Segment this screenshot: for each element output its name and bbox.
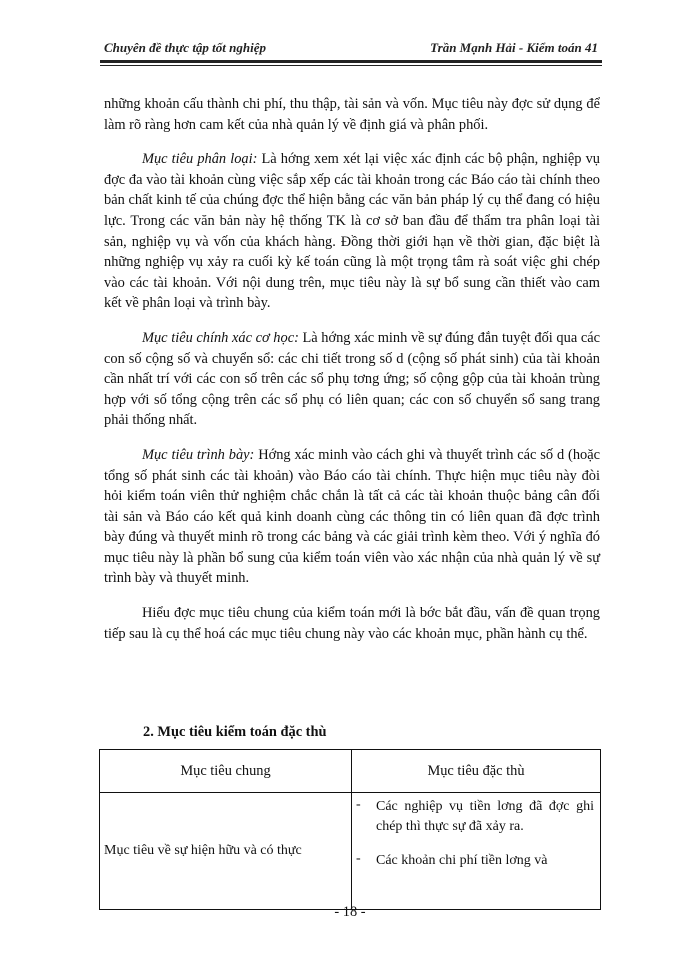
page-number: - 18 -: [334, 904, 366, 920]
paragraph-lead: Mục tiêu chính xác cơ học:: [142, 329, 299, 346]
body-text: [104, 94, 600, 644]
paragraph-body: Là hớng xác minh về sự đúng đắn tuyệt đối qua các con số cộng số và chuyển sổ: các chi tiết trong số d (cộng số phát sinh) của tài khoản cần nhất trí với các con số trên các sổ phụ tơng ứng; số cộng gộp của tài khoản trùng hợp với số tổng cộng trên các sổ phụ có liên quan; các con số chuyển sổ sang trang phải thống nhất.: [104, 329, 600, 429]
header-rule-thick: [100, 60, 602, 63]
paragraph-body: Là hớng xem xét lại việc xác định các bộ phận, nghiệp vụ đợc đa vào tài khoản cùng việc sắp xếp các tài khoản trong các Báo cáo tài chính theo bản chất kinh tế của chúng đợc thể hiện bằng các văn bản pháp lý cụ thể đang có hiệu lực. Trong các văn bản này hệ thống TK là cơ sở ban đầu để thẩm tra phân loại tài sản, nghiệp vụ và vốn của khách hàng. Đồng thời giới hạn về thời gian, đặc biệt là những nghiệp vụ xảy ra cuối kỳ kế toán cũng là một trọng tâm rà soát việc ghi chép vào các tài khoản. Với nội dung trên, mục tiêu này là sự bổ sung cần thiết vào cam kết về phân loại và trình bày.: [104, 151, 600, 312]
paragraph-summary: Hiểu đợc mục tiêu chung của kiểm toán mới là bớc bắt đầu, vấn đề quan trọng tiếp sau là cụ thể hoá các mục tiêu chung này vào các khoản mục, phần hành cụ thể.: [104, 605, 600, 642]
table-cell-general: Mục tiêu về sự hiện hữu và có thực: [100, 793, 352, 910]
header-right-author: Trần Mạnh Hải - Kiểm toán 41: [430, 40, 598, 55]
paragraph-continuation: những khoản cấu thành chi phí, thu thập, tài sản và vốn. Mục tiêu này đợc sử dụng để làm rõ ràng hơn cam kết của nhà quản lý về định giá và phân phối.: [104, 96, 600, 133]
paragraph-lead: Mục tiêu trình bày:: [142, 446, 255, 463]
header-rule-thin: [100, 65, 602, 66]
table-header-general: Mục tiêu chung: [100, 750, 352, 793]
header-left-title: Chuyên đề thực tập tốt nghiệp: [104, 40, 266, 55]
page-header: [100, 26, 602, 56]
table-header-specific: Mục tiêu đặc thù: [352, 750, 601, 793]
paragraph-presentation: [104, 445, 600, 589]
section-title: 2. Mục tiêu kiểm toán đặc thù: [143, 724, 327, 740]
paragraph-lead: Mục tiêu phân loại:: [142, 151, 258, 168]
table-cell-specific: [352, 793, 601, 910]
table-header-row: [100, 750, 601, 793]
list-item: - Các nghiệp vụ tiền lơng đã đợc ghi chép thì thực sự đã xảy ra.: [356, 797, 594, 837]
list-item: - Các khoản chi phí tiền lơng và: [356, 851, 594, 871]
paragraph-mechanical-accuracy: [104, 328, 600, 431]
audit-objectives-table: [99, 749, 601, 910]
table-row: [100, 793, 601, 910]
paragraph-body: Hớng xác minh vào cách ghi và thuyết trình các số d (hoặc tổng số phát sinh các tài khoản) vào Báo cáo tài chính. Thực hiện mục tiêu này đòi hỏi kiểm toán viên thử nghiệm chắc chắn là tất cả các tài khoản thuộc bảng cân đối tài sản và Báo cáo kết quả kinh doanh cùng các thông tin có liên quan đã đợc trình bày đúng và thuyết minh rõ trong các bảng và các giải trình kèm theo. Với ý nghĩa đó mục tiêu này là phần bổ sung của kiểm toán viên vào xác nhận của nhà quản lý về sự trình bày và thuyết minh.: [104, 446, 600, 587]
paragraph-classification: [104, 149, 600, 314]
